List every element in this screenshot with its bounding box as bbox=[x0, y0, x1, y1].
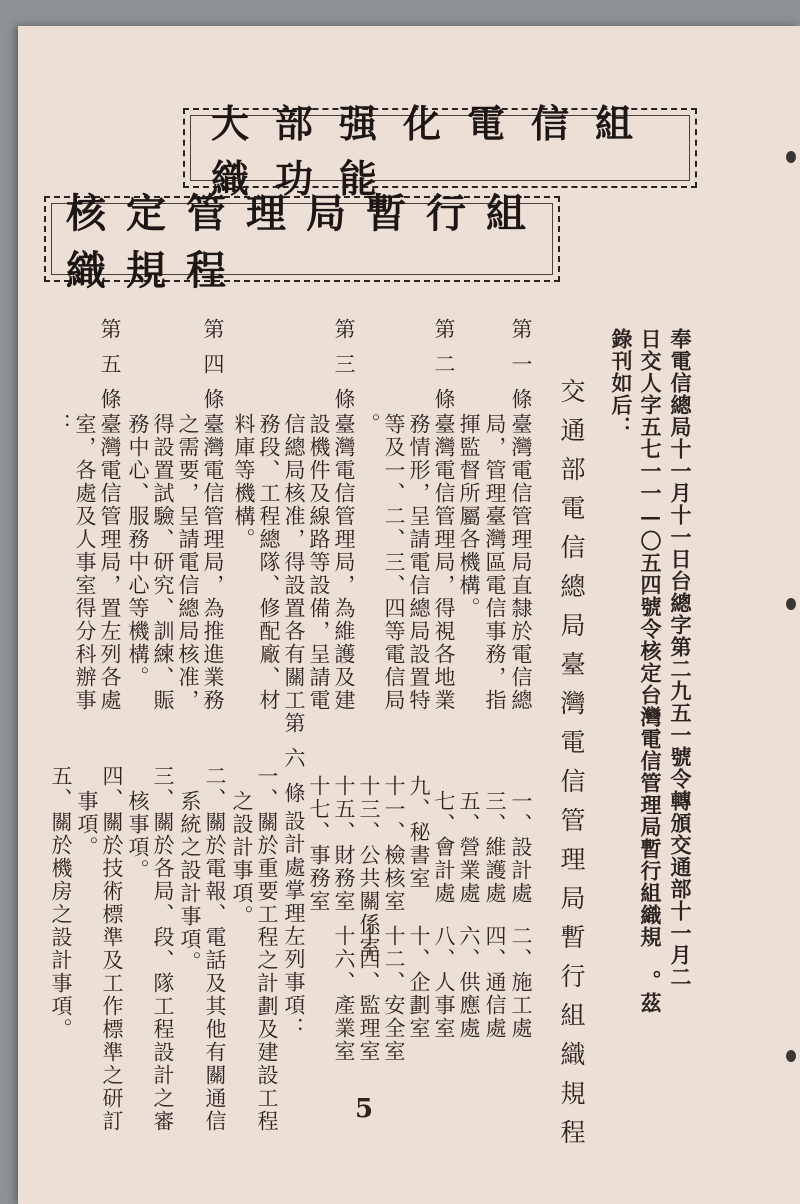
article-2-line-4: 。 bbox=[357, 413, 381, 436]
department-item: 九、秘書室 bbox=[407, 775, 431, 890]
headline-banner-2 bbox=[44, 190, 560, 294]
binding-hole bbox=[786, 598, 796, 610]
article-6-item: 四、關於技術標準及工作標準之研訂 bbox=[100, 765, 124, 1133]
department-item: 一、設計處 bbox=[509, 790, 533, 905]
department-item: 八、人事室 bbox=[432, 925, 456, 1040]
article-6-item: 一、關於重要工程之計劃及建設工程 bbox=[255, 765, 279, 1133]
department-item: 十三、公共關係室 bbox=[357, 775, 381, 959]
article-2-label: 第二條 bbox=[432, 318, 456, 423]
article-4-line-4: 務中心、服務中心等機構。 bbox=[126, 413, 150, 689]
department-item: 五、營業處 bbox=[457, 790, 481, 905]
article-6-item: 之設計事項。 bbox=[230, 790, 254, 928]
article-6-item: 五、關於機房之設計事項。 bbox=[49, 765, 73, 1041]
article-4-label: 第四條 bbox=[201, 318, 225, 423]
department-item: 七、會計處 bbox=[432, 790, 456, 905]
document-title: 交通部電信總局臺灣電信管理局暫行組織規程 bbox=[557, 378, 586, 1158]
article-1-line-3: 揮監督所屬各機構。 bbox=[457, 413, 481, 620]
article-2-line-2: 務情形，呈請電信總局設置特 bbox=[407, 413, 431, 712]
article-6-item: 二、關於電報、電話及其他有關通信 bbox=[203, 765, 227, 1133]
article-3-label: 第三條 bbox=[332, 318, 356, 423]
article-4-line-2: 之需要，呈請電信總局核准， bbox=[176, 413, 200, 712]
article-5-line-2: 室，各處及人事室得分科辦事 bbox=[73, 413, 97, 712]
article-3-line-4: 務段、工程總隊、修配廠、材 bbox=[257, 413, 281, 712]
article-4-line-1: 臺灣電信管理局，為推進業務 bbox=[201, 413, 225, 712]
intro-line-1: 奉電信總局十一月十一日台總字第二九五一號令轉頒交通部十一月二 bbox=[668, 328, 693, 988]
department-item: 三、維護處 bbox=[483, 790, 507, 905]
department-item: 二、施工處 bbox=[509, 925, 533, 1040]
department-item: 十、企劃室 bbox=[407, 925, 431, 1040]
headline-text-2: 核定管理局暫行組織規程 bbox=[66, 190, 546, 294]
binding-hole bbox=[786, 1050, 796, 1062]
article-2-line-3: 等及一、二、三、四等電信局 bbox=[382, 413, 406, 712]
article-3-line-3: 信總局核准，得設置各有關工 bbox=[282, 413, 306, 712]
article-6-item: 系統之設計事項。 bbox=[178, 790, 202, 974]
article-4-line-3: 得設置試驗、研究、訓練、賑 bbox=[151, 413, 175, 712]
department-item: 十二、安全室 bbox=[382, 925, 406, 1063]
article-6-item: 三、關於各局、段、隊工程設計之審 bbox=[151, 765, 175, 1133]
article-3-line-1: 臺灣電信管理局，為維護及建 bbox=[332, 413, 356, 712]
headline-banner-1 bbox=[183, 101, 697, 201]
article-5-line-3: ： bbox=[49, 413, 73, 436]
article-2-line-1: 臺灣電信管理局，得視各地業 bbox=[432, 413, 456, 712]
article-5-label: 第五條 bbox=[98, 318, 122, 423]
department-item: 十六、產業室 bbox=[332, 925, 356, 1063]
headline-text-1: 大部强化電信組織功能 bbox=[211, 101, 660, 201]
article-3-line-2: 設機件及線路等設備，呈請電 bbox=[307, 413, 331, 712]
article-6-lead: 設計處掌理左列事項： bbox=[282, 810, 306, 1040]
article-3-line-5: 料庫等機構。 bbox=[232, 413, 256, 551]
binding-hole bbox=[786, 151, 796, 163]
article-1-label: 第一條 bbox=[509, 318, 533, 423]
intro-line-2: 日交人字五七一一—〇五四號令核定台灣電信管理局暫行組織規 。茲 bbox=[638, 328, 663, 1014]
department-item: 四、通信處 bbox=[483, 925, 507, 1040]
department-item: 十七、事務室 bbox=[307, 775, 331, 913]
article-6-item: 核事項。 bbox=[126, 790, 150, 882]
article-1-line-2: 局，管理臺灣區電信事務，指 bbox=[483, 413, 507, 712]
department-item: 十五、財務室 bbox=[332, 775, 356, 913]
department-item: 十一、檢核室 bbox=[382, 775, 406, 913]
article-6-label: 第六條 bbox=[282, 712, 306, 817]
department-item: 十四、監理室 bbox=[357, 925, 381, 1063]
article-1-line-1: 臺灣電信管理局直隸於電信總 bbox=[509, 413, 533, 712]
page-number: 5 bbox=[355, 1094, 374, 1124]
article-5-line-1: 臺灣電信管理局，置左列各處 bbox=[98, 413, 122, 712]
article-6-item: 事項。 bbox=[75, 790, 99, 859]
department-item: 六、供應處 bbox=[457, 925, 481, 1040]
intro-line-3: 錄刊如后： bbox=[609, 328, 634, 438]
